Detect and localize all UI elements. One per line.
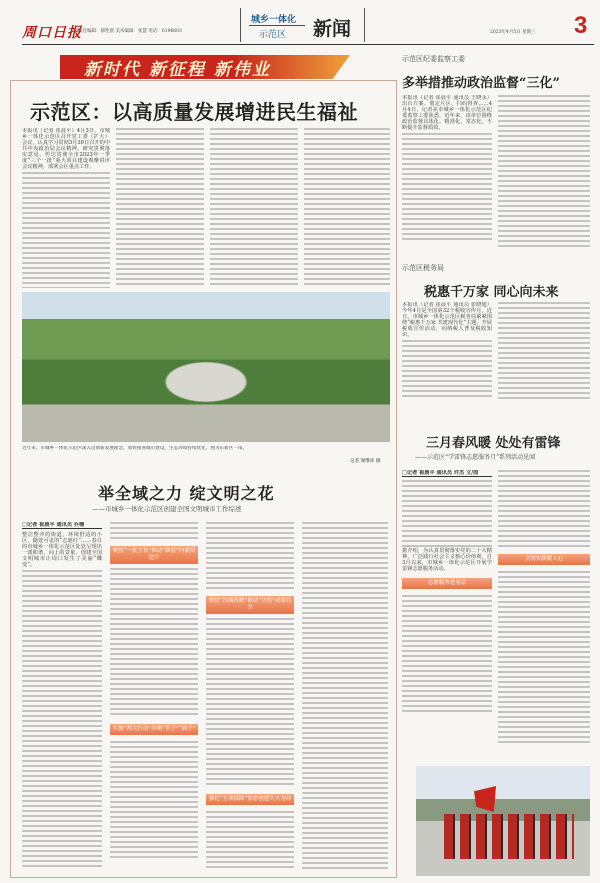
photo-credit: 记者 闻继祥 摄 (350, 459, 381, 464)
photo-caption (22, 446, 342, 452)
body-column (302, 522, 388, 872)
subhead: 聚焦“四项机制”推动“文明”成果共享 (206, 596, 294, 614)
dept-label: 示范区税务局 (402, 264, 444, 272)
feature-photo (22, 292, 390, 442)
article-headline: 三月春风暖 处处有雷锋 (426, 436, 561, 451)
flag (474, 786, 496, 812)
lead-text: 整洁整齐的街道，环境舒适的小区，随处可见的“志愿红”……春日的市城乡一体化示范区处处呈现出一派和谐、向上的景象。创建全国文明城市让周口发生了美丽“蝶变”。 (22, 532, 102, 568)
section-bottom: 示范区 (259, 30, 287, 40)
lead-text: 本报讯（记者 崔晨平 通讯员 张晓旭）今年4月是全国第32个税收宣传月。近日，市城乡一体化示范区税务局紧紧围绕“税惠千万家 共建现代化”主题，开展税收宣传活动，向纳税人普及税收知识。 (402, 302, 492, 338)
page-number: 3 (574, 12, 588, 39)
lead-text: 据介绍，为认真贯彻落实党的二十大精神，广泛践行社会主义核心价值观，自3月以来，市城乡一体化示范区开展学雷锋志愿服务活动。 (402, 548, 492, 572)
body-column (304, 128, 390, 288)
subhead: 实施“两大行动”奏响“里子”“面子” (110, 724, 198, 735)
subhead: 聚焦“一张主旨”推动“颜值”内涵双提升 (110, 546, 198, 564)
section-name: 新闻 (313, 18, 352, 40)
subhead: 强化“五项保障”常态创建久久为功 (206, 794, 294, 805)
section-title (240, 8, 365, 42)
subhead: 文明实践暖人心 (498, 554, 590, 565)
article-lead (402, 302, 492, 402)
article-headline: 举全域之力 绽文明之花 (98, 484, 275, 503)
logo: 周口日报 (22, 25, 82, 41)
masthead-rule (22, 44, 594, 45)
article-subtitle: ——示范区“学雷锋志愿服务月”系列活动见闻 (415, 454, 536, 461)
caption-text: 近年来，市城乡一体化示范区深入贯彻新发展理念，加快推进城市建设，生态环境持续优化，图为东新区一角。 (22, 446, 248, 451)
feature-banner-text: 新时代 新征程 新伟业 (84, 60, 271, 80)
lead-text: 本报讯（记者 崔晨平）4月3日，市城乡一体化示范区召开党工委（扩大）会议，认真学习贯彻3月30日召开的中共中央政治局会议精神，研究贯彻落实意见，传达贯彻全市2023年一季度“三个一批”重大项目建设观摩讲评会议精神，部署会区重点工作。 (22, 128, 110, 170)
editors-line: 责任编辑：郁性晨 美术编辑：张慧 电话：6196603 (78, 29, 182, 34)
section-top: 城乡一体化 (251, 15, 297, 25)
article-headline: 税惠千万家 同心向未来 (424, 285, 559, 300)
byline: □记者 崔晨平 通讯员 乔楠 (22, 522, 102, 529)
lead-text: 本报讯（记者 崔晨平 通讯员 王晓永）出台方案、划定片区、扫码督查……4月4日，记者从市城乡一体化示范区纪委监察工委获悉，近年来，该单位围绕政治监督具体化、精准化、常态化，不断提升监督质效。 (402, 95, 492, 131)
date: 2023年4月5日 星期三 (490, 30, 536, 35)
subhead: 志愿服务进基层 (402, 578, 492, 589)
feature-lead (22, 128, 110, 288)
body-column (498, 302, 590, 402)
section-divider (249, 25, 305, 26)
volunteers (444, 814, 574, 859)
article-headline: 多举措推动政治监督“三化” (402, 76, 560, 91)
byline: □记者 崔晨平 通讯员 许杰 文/图 (402, 470, 492, 477)
body-column (22, 522, 102, 872)
article-subtitle: ——市城乡一体化示范区创建全国文明城市工作综述 (92, 505, 242, 513)
body-column (210, 128, 298, 288)
article-lead (402, 95, 492, 250)
dept-label: 示范区纪委监察工委 (402, 55, 465, 63)
body-column (498, 470, 590, 745)
body-column (110, 522, 198, 872)
volunteer-photo (416, 766, 590, 876)
body-column (206, 522, 294, 872)
body-column (402, 470, 492, 745)
feature-headline: 示范区：以高质量发展增进民生福祉 (30, 100, 358, 124)
body-column (116, 128, 204, 288)
body-column (498, 95, 590, 250)
